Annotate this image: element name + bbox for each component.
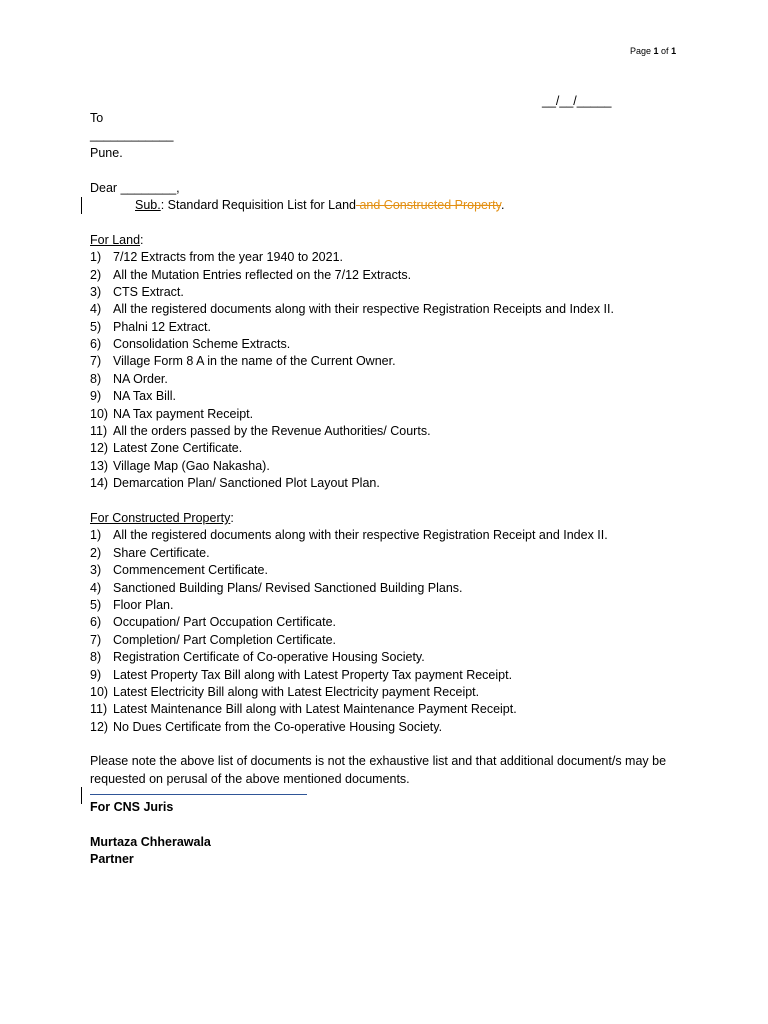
list-item [90,371,690,388]
item-text: Commencement Certificate. [113,563,268,578]
list-item [90,249,690,266]
item-text: All the registered documents along with their respective Registration Receipt and Index II. [113,528,608,543]
item-number: 3) [90,284,102,299]
item-number: 11) [90,702,108,717]
signature-firm: For CNS Juris [90,800,174,815]
page-of: of [658,46,672,56]
item-number: 4) [90,580,102,595]
item-number: 4) [90,302,102,317]
item-text: Demarcation Plan/ Sanctioned Plot Layout Plan. [113,476,380,491]
list-item [90,458,690,475]
item-text: Completion/ Part Completion Certificate. [113,632,337,647]
item-text: Phalni 12 Extract. [113,319,211,334]
constructed-heading-text: For Constructed Property [90,510,231,525]
item-number: 12) [90,441,109,456]
edit-cursor-subject [81,197,82,214]
item-number: 2) [90,545,102,560]
item-number: 8) [90,371,102,386]
item-number: 6) [90,615,102,630]
item-text: Consolidation Scheme Extracts. [113,337,291,352]
item-number: 9) [90,389,102,404]
subject-line [90,197,690,214]
list-item [90,580,690,597]
list-item [90,649,690,666]
list-item [90,475,690,492]
item-number: 11) [90,424,108,439]
item-number: 7) [90,354,102,369]
subject-end: . [500,197,505,212]
list-item [90,562,690,579]
list-item [90,388,690,405]
land-heading-colon: : [140,232,144,247]
item-text: Latest Electricity Bill along with Latest Electricity payment Receipt. [113,684,480,699]
addressee-city: Pune. [90,145,123,160]
edit-cursor-signature [81,787,82,804]
subject-label: Sub. [135,197,161,212]
item-text: No Dues Certificate from the Co-operative Housing Society. [113,719,443,734]
page-total: 1 [671,46,677,56]
constructed-heading-colon: : [230,510,234,525]
list-item [90,423,690,440]
item-number: 6) [90,337,102,352]
list-item [90,353,690,370]
subject-colon: : [160,197,168,212]
list-item [90,527,690,544]
list-item [90,440,690,457]
land-heading [90,232,690,249]
list-item [90,701,690,718]
item-number: 12) [90,719,109,734]
item-text: Latest Zone Certificate. [113,441,243,456]
page-number [630,46,676,56]
list-item [90,406,690,423]
item-text: 7/12 Extracts from the year 1940 to 2021. [113,250,343,265]
signature-line [90,794,307,795]
disclaimer-note: Please note the above list of documents is not the exhaustive list and that additional document/s may be requested on perusal of the above mentioned documents. [90,754,667,786]
item-number: 1) [90,528,102,543]
list-item [90,632,690,649]
list-item [90,684,690,701]
item-number: 10) [90,406,109,421]
list-item [90,301,690,318]
list-item [90,545,690,562]
list-item [90,719,690,736]
date-placeholder[interactable]: __/__/_____ [542,94,612,108]
item-text: Registration Certificate of Co-operative Housing Society. [113,650,425,665]
item-text: NA Tax payment Receipt. [113,406,254,421]
page-current: 1 [653,46,659,56]
list-item [90,614,690,631]
item-text: Sanctioned Building Plans/ Revised Sanctioned Building Plans. [113,580,463,595]
item-text: CTS Extract. [113,284,184,299]
item-number: 10) [90,684,109,699]
list-item [90,667,690,684]
salutation: Dear ________, [90,180,180,195]
page-prefix: Page [630,46,654,56]
item-text: All the registered documents along with their respective Registration Receipts and Index II. [113,302,614,317]
addressee-blank[interactable]: ____________ [90,128,174,143]
land-heading-text: For Land [90,232,141,247]
list-item [90,319,690,336]
item-text: All the Mutation Entries reflected on the 7/12 Extracts. [113,267,412,282]
signature-name: Murtaza Chherawala [90,835,211,850]
item-text: NA Order. [113,371,168,386]
subject-deleted-text: and Constructed Property [355,197,501,212]
item-number: 1) [90,250,102,265]
item-text: All the orders passed by the Revenue Authorities/ Courts. [113,424,431,439]
item-number: 5) [90,319,102,334]
item-text: Occupation/ Part Occupation Certificate. [113,615,337,630]
item-number: 7) [90,632,102,647]
item-text: Village Form 8 A in the name of the Current Owner. [113,354,396,369]
constructed-list [90,527,690,736]
list-item [90,336,690,353]
to-label: To [90,111,104,125]
item-number: 9) [90,667,102,682]
signature-title: Partner [90,852,134,867]
item-text: Floor Plan. [113,597,174,612]
item-number: 8) [90,650,102,665]
item-number: 3) [90,563,102,578]
item-text: Village Map (Gao Nakasha). [113,458,270,473]
item-number: 5) [90,597,102,612]
item-number: 13) [90,458,109,473]
item-text: NA Tax Bill. [113,389,176,404]
list-item [90,597,690,614]
letter-body[interactable] [90,110,690,869]
item-text: Share Certificate. [113,545,210,560]
land-list [90,249,690,492]
subject-text: Standard Requisition List for Land [167,197,356,212]
list-item [90,284,690,301]
item-number: 2) [90,267,102,282]
item-text: Latest Property Tax Bill along with Latest Property Tax payment Receipt. [113,667,513,682]
item-number: 14) [90,476,109,491]
list-item [90,267,690,284]
constructed-heading [90,510,690,527]
item-text: Latest Maintenance Bill along with Latest Maintenance Payment Receipt. [113,702,517,717]
